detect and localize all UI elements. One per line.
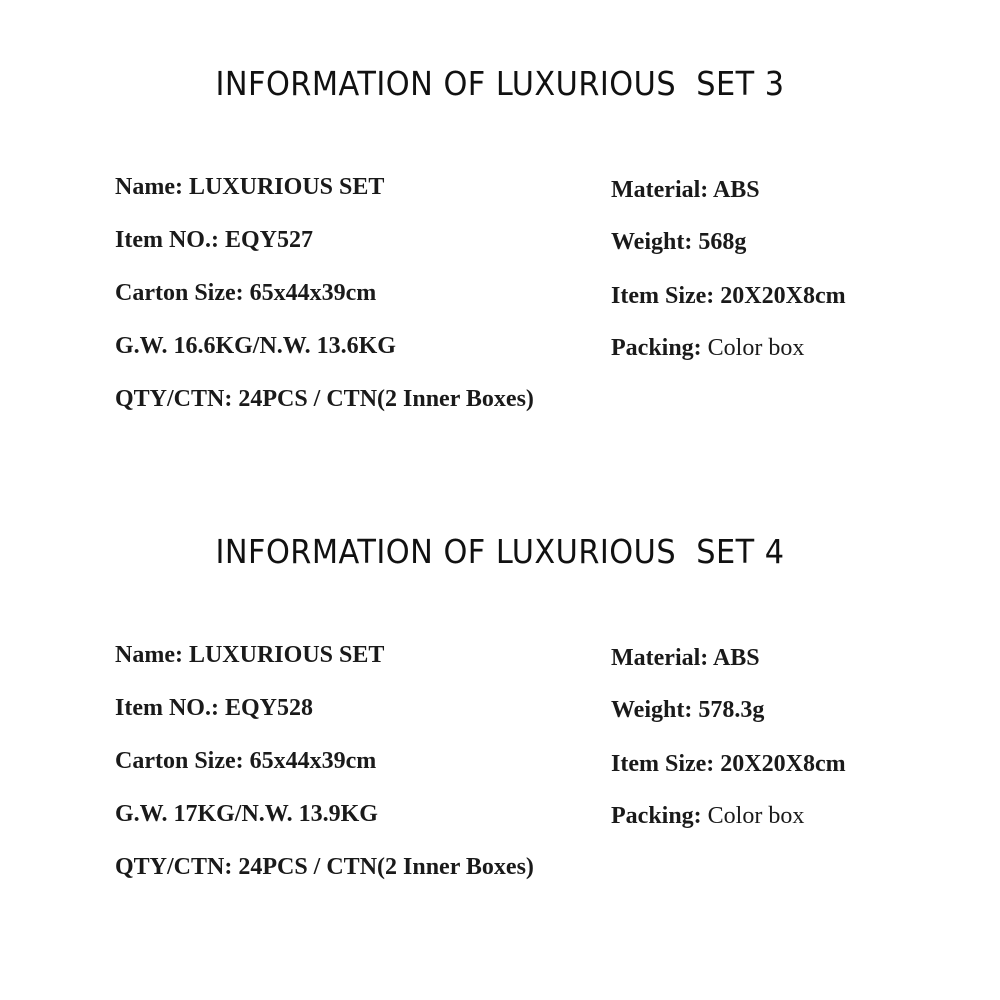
- qty-ctn-label: QTY/CTN:: [115, 854, 239, 880]
- set-4-item-weight-row: [611, 695, 764, 725]
- set-4-title: INFORMATION OF LUXURIOUS SET 4: [215, 532, 785, 571]
- carton-size-value: 65x44x39cm: [249, 280, 377, 306]
- item-size-label: Item Size:: [611, 751, 721, 777]
- set-4-name-row: [115, 640, 384, 670]
- set-4-weight-row: [115, 799, 378, 829]
- qty-ctn-label: QTY/CTN:: [115, 386, 239, 412]
- packing-value: Color box: [707, 335, 805, 361]
- set-4-item-no-row: [115, 693, 313, 723]
- qty-ctn-value: 24PCS / CTN(2 Inner Boxes): [238, 854, 534, 880]
- set-3-packing-row: [611, 333, 804, 363]
- material-label: Material:: [611, 645, 713, 671]
- item-no-label: Item NO.:: [115, 227, 225, 253]
- qty-ctn-value: 24PCS / CTN(2 Inner Boxes): [238, 386, 534, 412]
- name-label: Name:: [115, 642, 189, 668]
- set-3-name-row: [115, 172, 384, 202]
- weight-value: 578.3g: [698, 697, 765, 723]
- set-3-weight-row: [115, 331, 396, 361]
- weight-label: Weight:: [611, 229, 699, 255]
- gross-net-weight-value: 16.6KG/N.W. 13.6KG: [173, 333, 396, 359]
- item-size-label: Item Size:: [611, 283, 721, 309]
- name-value: LUXURIOUS SET: [188, 174, 385, 200]
- carton-size-value: 65x44x39cm: [249, 748, 377, 774]
- material-value: ABS: [712, 645, 760, 671]
- set-3-material-row: [611, 175, 760, 205]
- item-no-value: EQY527: [224, 227, 313, 253]
- gross-net-weight-value: 17KG/N.W. 13.9KG: [173, 801, 378, 827]
- set-4-packing-row: [611, 801, 804, 831]
- set-4-material-row: [611, 643, 760, 673]
- item-no-value: EQY528: [224, 695, 313, 721]
- weight-value: 568g: [698, 229, 747, 255]
- set-3-item-no-row: [115, 225, 313, 255]
- packing-label: Packing:: [611, 335, 708, 361]
- set-4-item-size-row: [611, 749, 846, 779]
- name-label: Name:: [115, 174, 189, 200]
- gross-weight-label: G.W.: [115, 333, 174, 359]
- set-3-info-section: [0, 0, 1000, 412]
- material-label: Material:: [611, 177, 713, 203]
- set-4-info-section: [0, 468, 1000, 880]
- set-3-qty-row: [115, 384, 534, 414]
- item-size-value: 20X20X8cm: [720, 751, 846, 777]
- item-no-label: Item NO.:: [115, 695, 225, 721]
- gross-weight-label: G.W.: [115, 801, 174, 827]
- set-4-qty-row: [115, 852, 534, 882]
- name-value: LUXURIOUS SET: [188, 642, 385, 668]
- material-value: ABS: [712, 177, 760, 203]
- set-3-title: INFORMATION OF LUXURIOUS SET 3: [215, 64, 785, 103]
- packing-label: Packing:: [611, 803, 708, 829]
- set-4-carton-size-row: [115, 746, 376, 776]
- set-3-item-size-row: [611, 281, 846, 311]
- set-3-carton-size-row: [115, 278, 376, 308]
- carton-size-label: Carton Size:: [115, 280, 250, 306]
- item-size-value: 20X20X8cm: [720, 283, 846, 309]
- packing-value: Color box: [707, 803, 805, 829]
- weight-label: Weight:: [611, 697, 699, 723]
- set-3-item-weight-row: [611, 227, 746, 257]
- carton-size-label: Carton Size:: [115, 748, 250, 774]
